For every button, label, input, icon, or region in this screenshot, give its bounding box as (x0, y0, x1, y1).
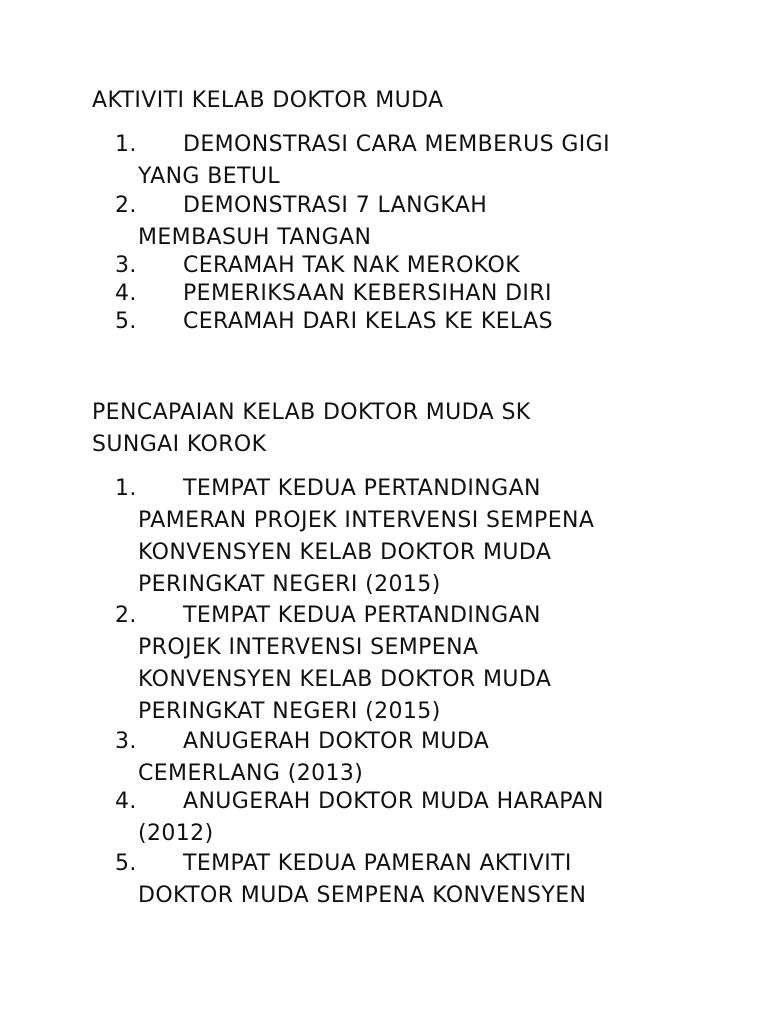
list-text-continued: YANG BETUL (138, 164, 281, 189)
list-text: ANUGERAH DOKTOR MUDA HARAPAN (183, 789, 604, 814)
list-item (115, 129, 695, 193)
list-text-continued: MEMBASUH TANGAN (138, 225, 372, 250)
section-heading-pencapaian (92, 397, 692, 461)
list-item (115, 473, 695, 601)
list-item (115, 190, 695, 254)
list-number: 1. (115, 476, 137, 501)
list-text: DEMONSTRASI 7 LANGKAH (183, 193, 488, 218)
list-text-continued: PERINGKAT NEGERI (2015) (138, 699, 441, 724)
list-item (115, 848, 695, 912)
list-text-continued: KONVENSYEN KELAB DOKTOR MUDA (138, 667, 552, 692)
list-text: TEMPAT KEDUA PAMERAN AKTIVITI (183, 851, 572, 876)
list-text-continued: PAMERAN PROJEK INTERVENSI SEMPENA (138, 508, 595, 533)
list-text-continued: CEMERLANG (2013) (138, 761, 364, 786)
list-text-continued: PERINGKAT NEGERI (2015) (138, 572, 441, 597)
list-item (115, 252, 695, 280)
list-text: TEMPAT KEDUA PERTANDINGAN (183, 603, 541, 628)
list-text-continued: DOKTOR MUDA SEMPENA KONVENSYEN (138, 883, 587, 908)
section-heading-aktiviti: AKTIVITI KELAB DOKTOR MUDA (92, 88, 444, 113)
list-number: 3. (115, 253, 137, 278)
list-number: 4. (115, 281, 137, 306)
list-text: ANUGERAH DOKTOR MUDA (183, 729, 490, 754)
list-number: 3. (115, 729, 137, 754)
list-text: PEMERIKSAAN KEBERSIHAN DIRI (183, 281, 552, 306)
list-number: 2. (115, 193, 137, 218)
list-item (115, 280, 695, 308)
heading-line: SUNGAI KOROK (92, 432, 267, 457)
list-text: DEMONSTRASI CARA MEMBERUS GIGI (183, 132, 611, 157)
list-text-continued: KONVENSYEN KELAB DOKTOR MUDA (138, 540, 552, 565)
heading-line: PENCAPAIAN KELAB DOKTOR MUDA SK (92, 400, 531, 425)
list-number: 5. (115, 309, 137, 334)
list-item (115, 726, 695, 790)
list-number: 5. (115, 851, 137, 876)
list-text-continued: (2012) (138, 821, 214, 846)
list-item (115, 308, 695, 336)
list-text: CERAMAH TAK NAK MEROKOK (183, 253, 521, 278)
list-item (115, 600, 695, 728)
list-number: 2. (115, 603, 137, 628)
list-text-continued: PROJEK INTERVENSI SEMPENA (138, 635, 479, 660)
list-text: CERAMAH DARI KELAS KE KELAS (183, 309, 553, 334)
list-number: 1. (115, 132, 137, 157)
list-number: 4. (115, 789, 137, 814)
list-item (115, 786, 695, 850)
list-text: TEMPAT KEDUA PERTANDINGAN (183, 476, 541, 501)
